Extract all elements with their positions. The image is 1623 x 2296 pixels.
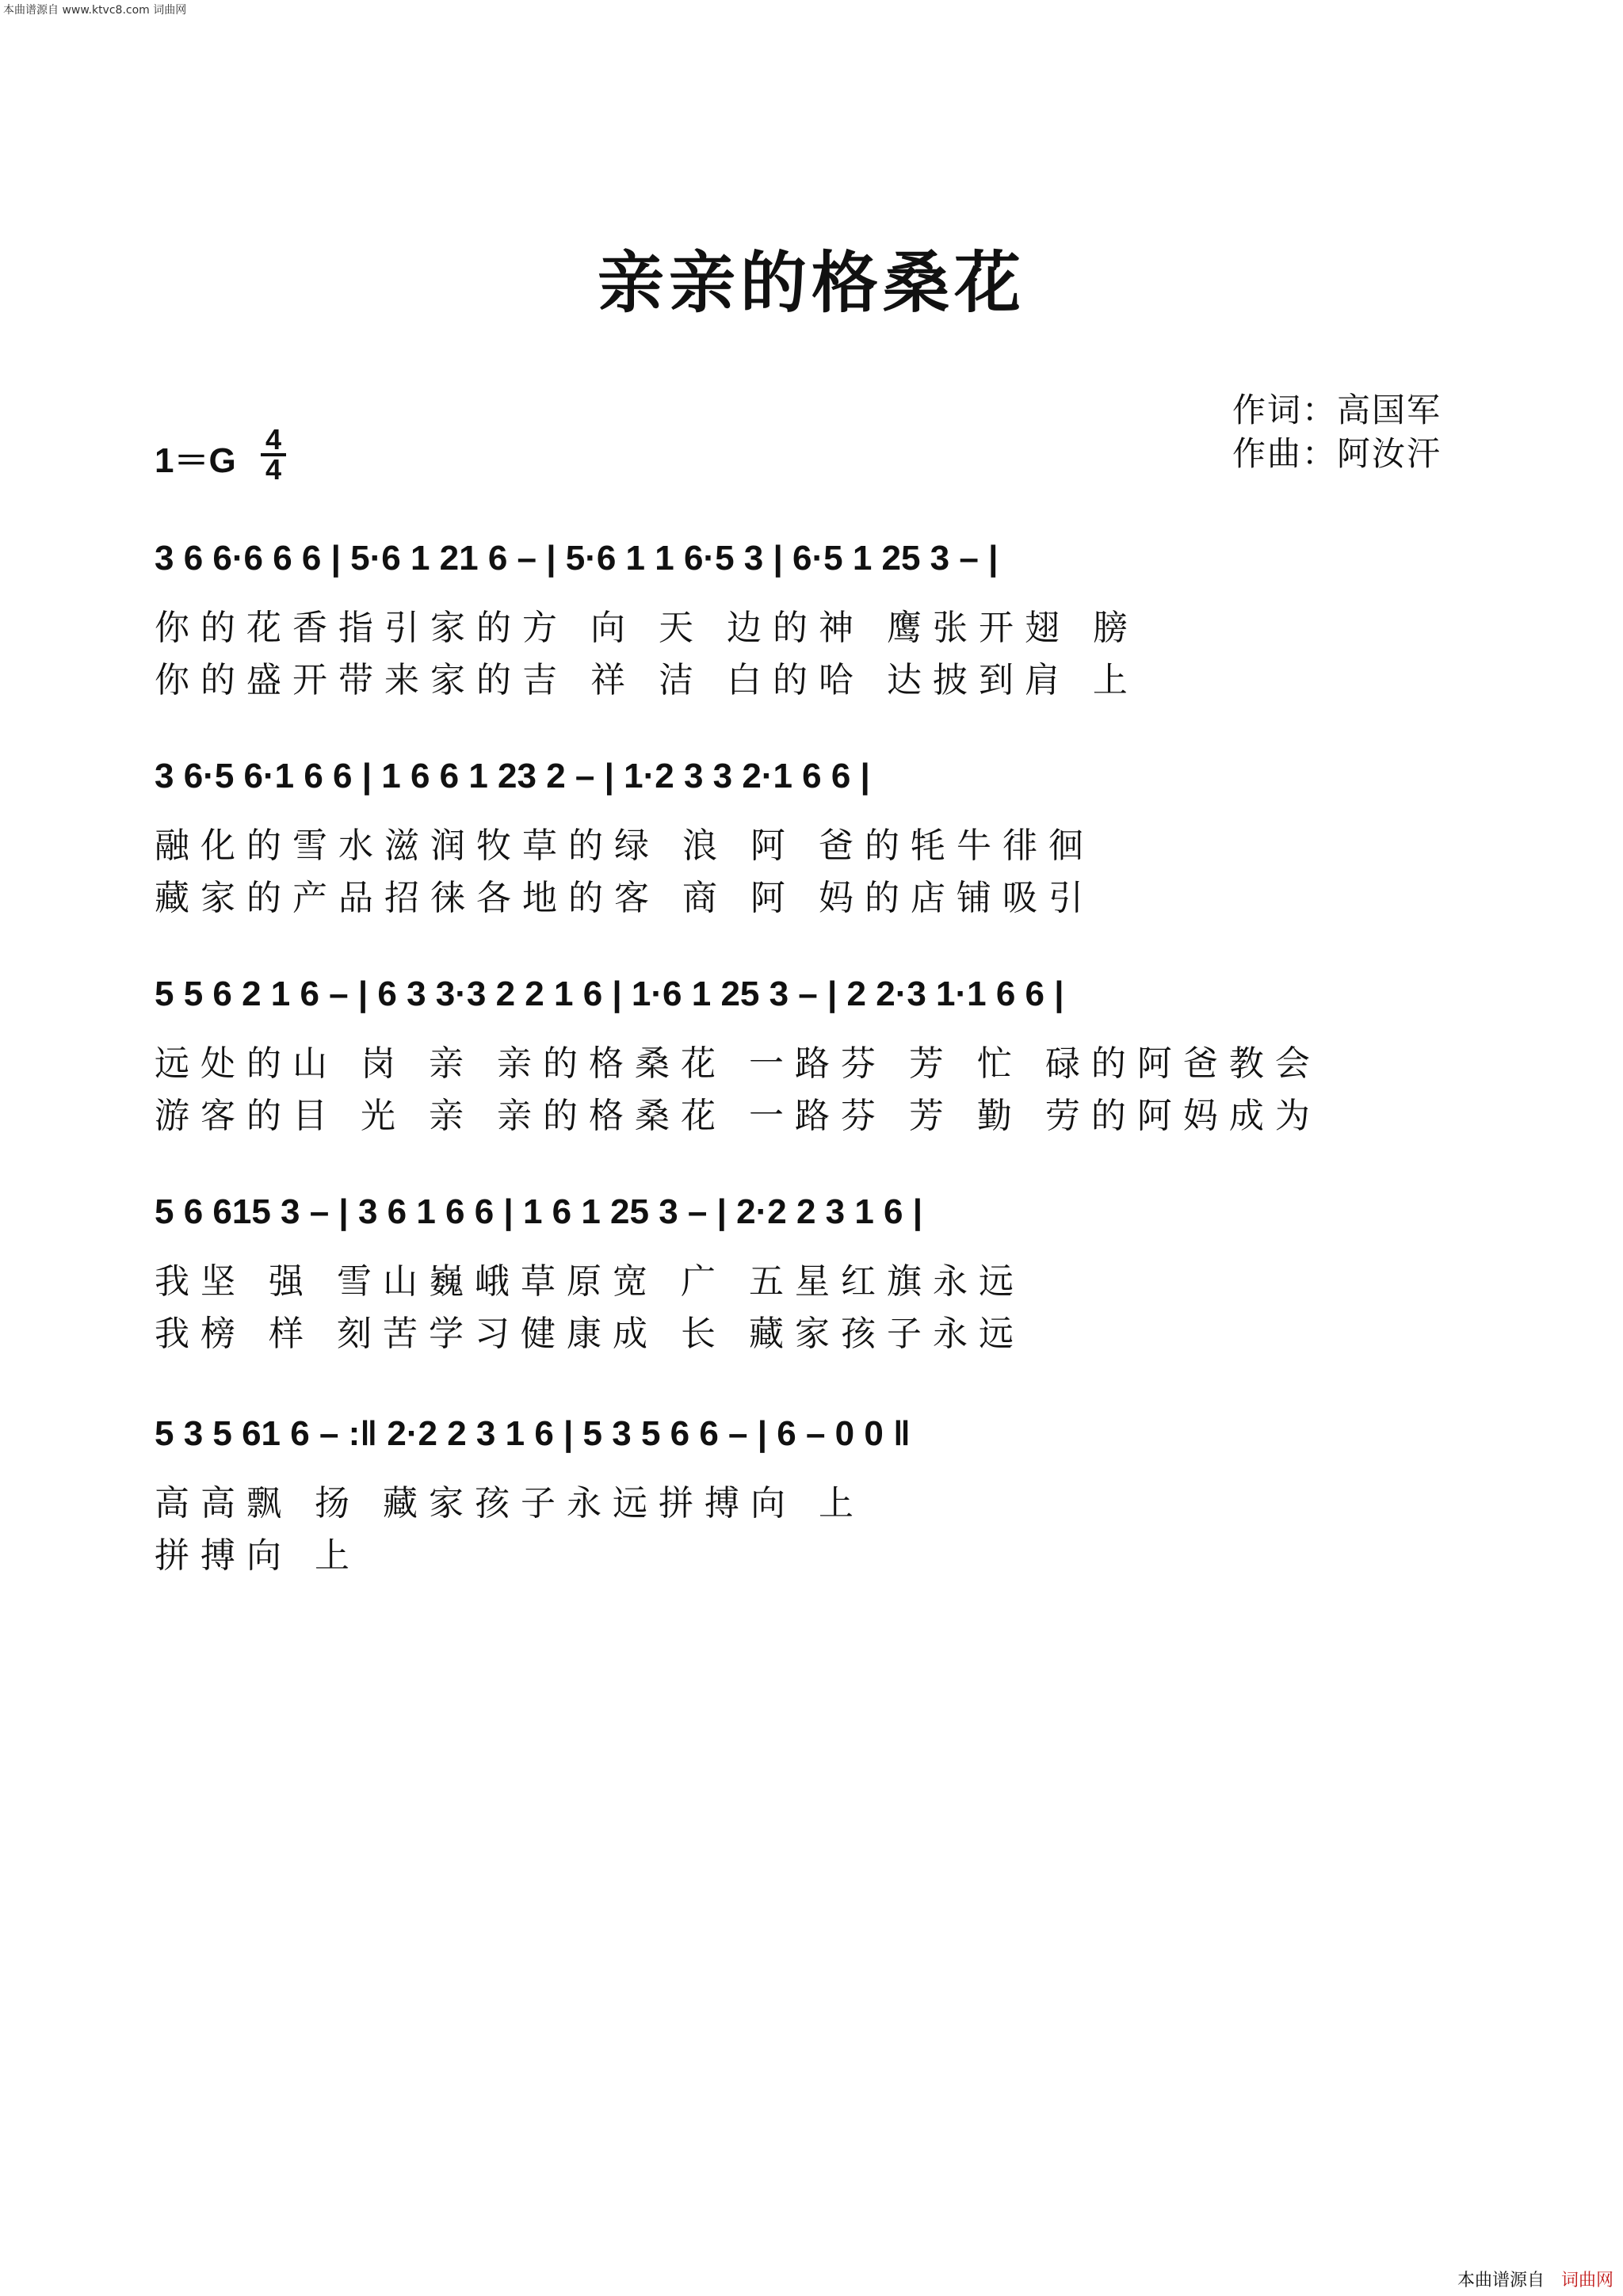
key-signature: 1＝G bbox=[155, 441, 236, 480]
lyrics-verse-2: 我榜 样 刻苦学习健康成 长 藏家孩子永远 bbox=[155, 1314, 1025, 1354]
lyrics-verse-2: 你的盛开带来家的吉 祥 洁 白的哈 达披到肩 上 bbox=[155, 660, 1139, 700]
time-signature-top: 4 bbox=[265, 423, 282, 456]
lyrics-verse-1: 我坚 强 雪山巍峨草原宽 广 五星红旗永远 bbox=[155, 1261, 1025, 1302]
footer-watermark bbox=[1457, 2267, 1613, 2291]
notes-row: 3 6 6·6 6 6 | 5·6 1 21 6 – | 5·6 1 1 6·5 3 | 6·5 1 25 3 – | bbox=[155, 539, 999, 578]
score-system-1 bbox=[155, 523, 1470, 699]
lyricist-credit: 作词：高国军 bbox=[1232, 391, 1442, 429]
score-system-5 bbox=[155, 1398, 1470, 1574]
lyrics-verse-1: 高高飘 扬 藏家孩子永远拼搏向 上 bbox=[155, 1483, 865, 1524]
lyrics-verse-1: 远处的山 岗 亲 亲的格桑花 一路芬 芳 忙 碌的阿爸教会 bbox=[155, 1043, 1321, 1084]
notes-row: 5 6 615 3 – | 3 6 1 6 6 | 1 6 1 25 3 – | 2·2 2 3 1 6 | bbox=[155, 1192, 923, 1231]
lyrics-verse-2: 游客的目 光 亲 亲的格桑花 一路芬 芳 勤 劳的阿妈成为 bbox=[155, 1096, 1321, 1136]
watermark-text: 本曲谱源自 www.ktvc8.com 词曲网 bbox=[3, 4, 187, 17]
footer-source-text: 本曲谱源自 bbox=[1457, 2271, 1545, 2290]
composer-credit: 作曲：阿汝汗 bbox=[1232, 434, 1442, 473]
time-signature bbox=[258, 423, 289, 486]
song-title: 亲亲的格桑花 bbox=[597, 243, 1025, 322]
lyrics-verse-2: 藏家的产品招徕各地的客 商 阿 妈的店铺吸引 bbox=[155, 878, 1094, 918]
score-system-3 bbox=[155, 959, 1470, 1135]
lyrics-verse-1: 融化的雪水滋润牧草的绿 浪 阿 爸的牦牛徘徊 bbox=[155, 826, 1094, 866]
lyrics-verse-1: 你的花香指引家的方 向 天 边的神 鹰张开翅 膀 bbox=[155, 608, 1139, 648]
notes-row: 5 5 6 2 1 6 – | 6 3 3·3 2 2 1 6 | 1·6 1 25 3 – | 2 2·3 1·1 6 6 | bbox=[155, 974, 1064, 1013]
score-system-4 bbox=[155, 1177, 1470, 1352]
time-signature-bottom: 4 bbox=[265, 453, 282, 486]
lyrics-verse-2: 拼搏向 上 bbox=[155, 1535, 361, 1576]
score-system-2 bbox=[155, 741, 1470, 917]
notes-row: 3 6·5 6·1 6 6 | 1 6 6 1 23 2 – | 1·2 3 3 2·1 6 6 | bbox=[155, 757, 870, 795]
notes-row: 5 3 5 61 6 – :‖ 2·2 2 3 1 6 | 5 3 5 6 6 – | 6 – 0 0 ‖ bbox=[155, 1414, 911, 1453]
footer-site-name: 词曲网 bbox=[1560, 2271, 1613, 2290]
